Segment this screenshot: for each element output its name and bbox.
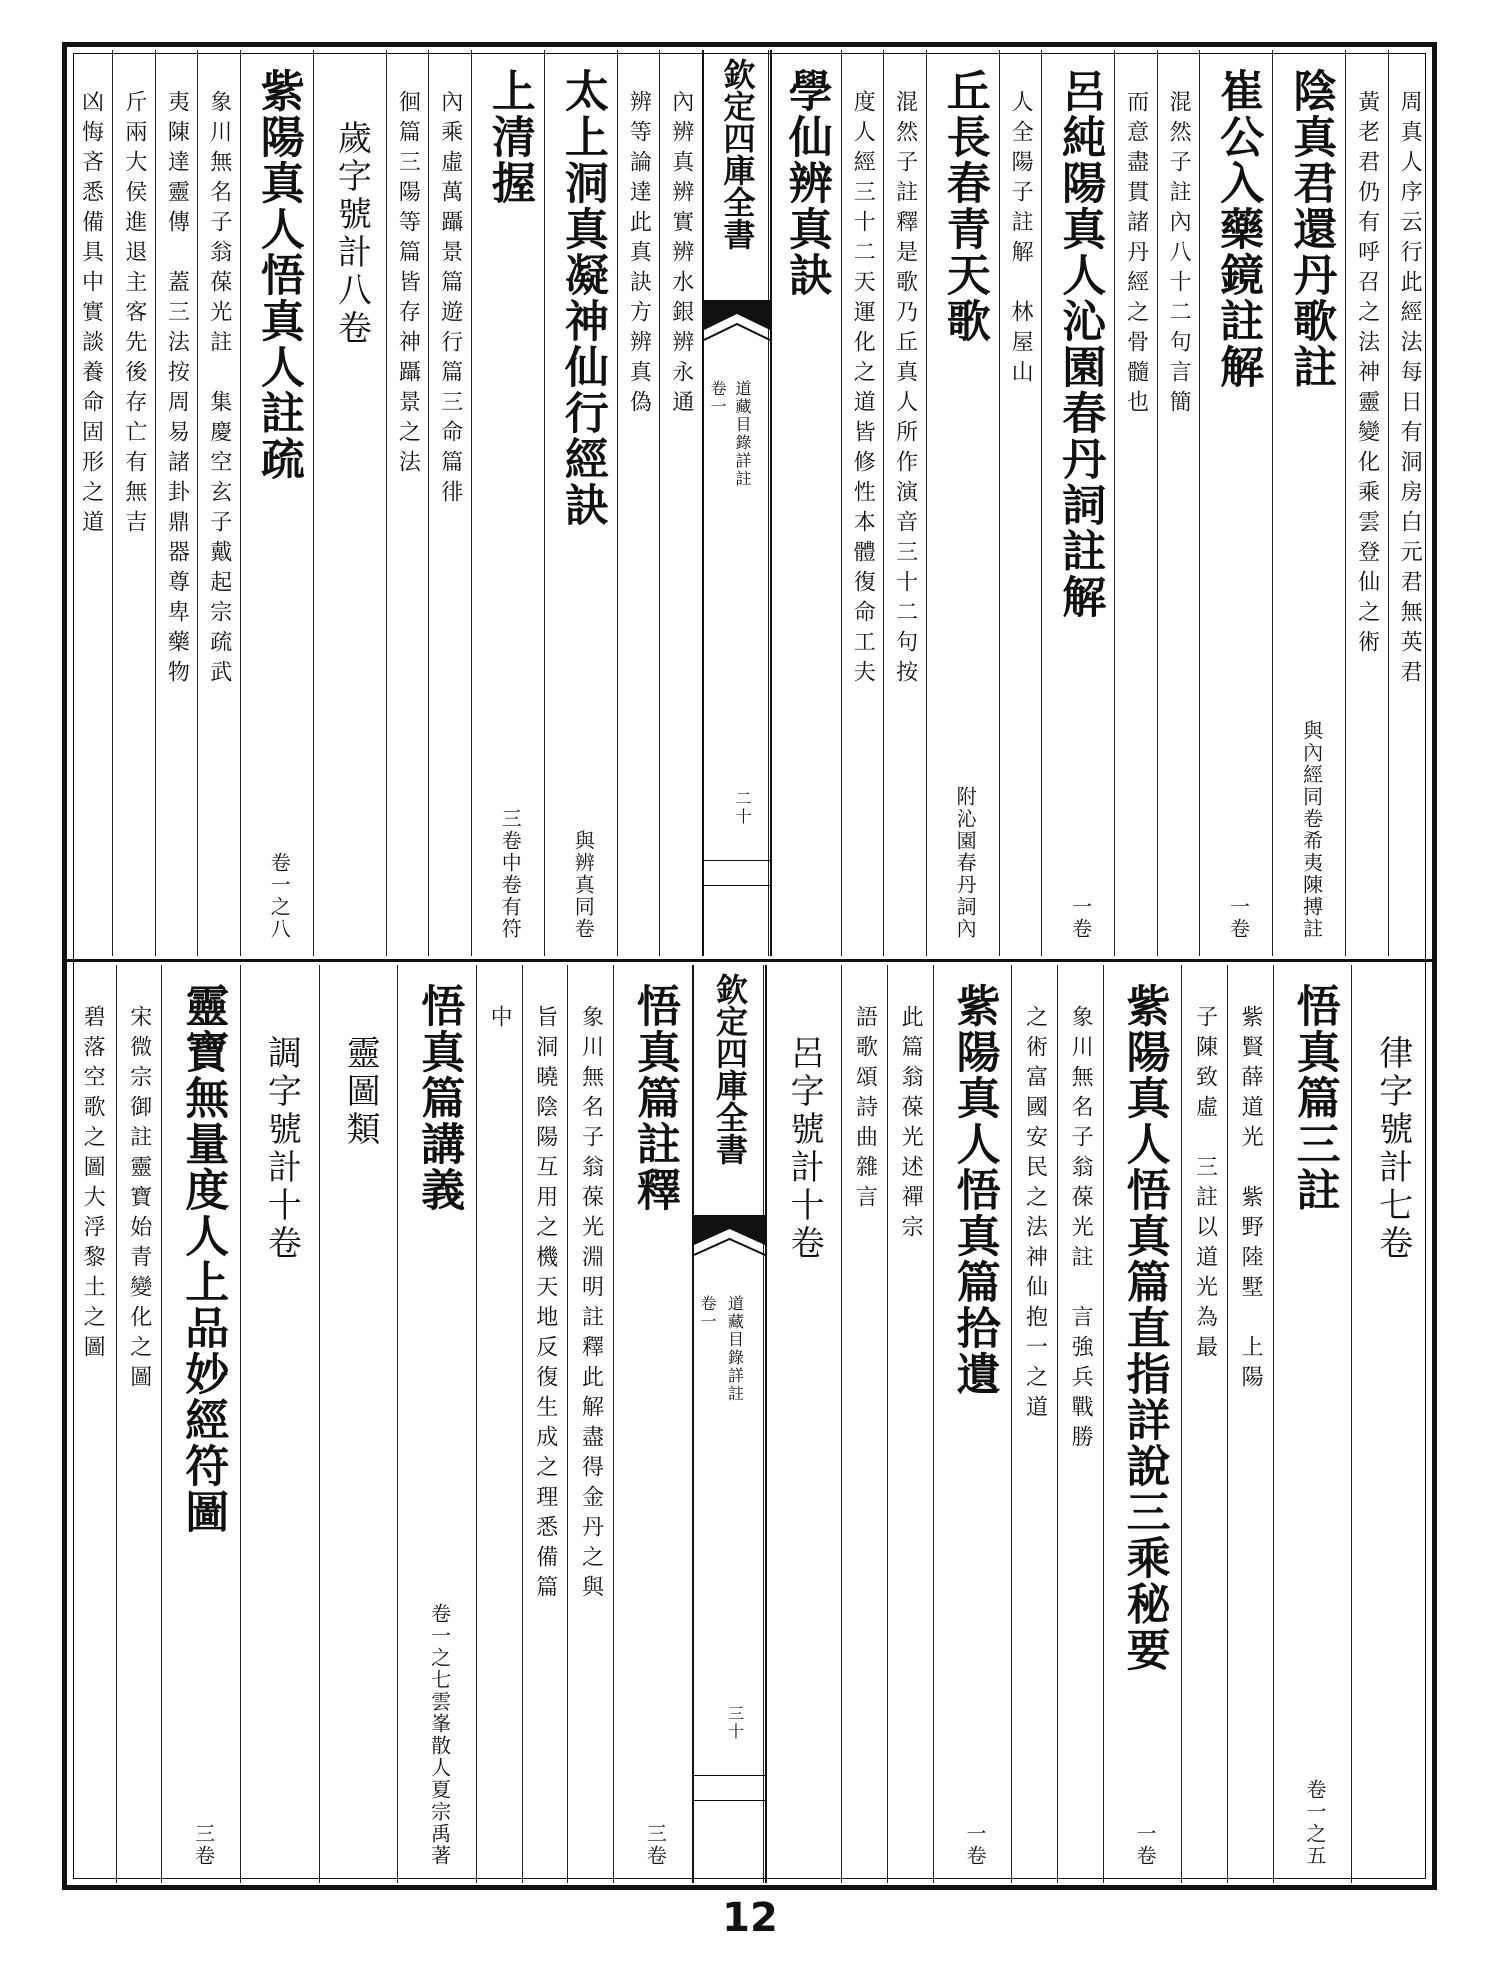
annotation-text: 辨等論達此真訣方辨真偽: [626, 90, 652, 420]
text-column: [613, 965, 692, 1883]
page-number: 12: [722, 1895, 778, 1941]
text-column: [933, 965, 1012, 1883]
volume-note: 一卷: [1133, 1823, 1157, 1867]
text-column: [240, 965, 319, 1883]
entry-title: 靈圖類: [340, 1035, 381, 1149]
leaf-rule: [704, 885, 770, 886]
annotation-text: 徊篇三陽等篇皆存神躡景之法: [395, 90, 421, 480]
annotation-text: 紫賢薛道光 紫野陸墅 上陽: [1238, 1005, 1264, 1395]
text-column: [428, 50, 470, 956]
catalog-title: 道藏目錄詳註: [733, 380, 753, 488]
bottom-panel: [70, 965, 1430, 1883]
text-column: [1351, 965, 1430, 1883]
entry-title: 紫陽真人悟真篇拾遺: [948, 983, 1000, 1397]
text-column: [522, 965, 568, 1883]
center-banner: [702, 50, 772, 956]
text-column: [617, 50, 659, 956]
text-column: [197, 50, 239, 956]
annotation-text: 內乘虛萬躡景篇遊行篇三命篇徘: [437, 90, 463, 510]
text-column: [116, 965, 162, 1883]
text-column: [70, 965, 116, 1883]
text-column: [313, 50, 386, 956]
annotation-text: 凶悔吝悉備具中實談養命固形之道: [78, 90, 104, 540]
text-column: [1388, 50, 1430, 956]
annotation-text: 而意盡貫諸丹經之骨髓也: [1123, 90, 1149, 420]
annotation-text: 宋微宗御註靈寶始青變化之圖: [126, 1005, 152, 1395]
annotation-text: 混然子註內八十二句言簡: [1166, 90, 1192, 420]
fishtail-ornament: [704, 300, 770, 390]
leaf-rule: [704, 860, 770, 861]
catalog-title: 道藏目錄詳註: [725, 1295, 745, 1403]
volume-note: 一卷: [1226, 896, 1251, 940]
text-column: [476, 965, 522, 1883]
volume-label: 卷一: [698, 1295, 718, 1331]
entry-title: 上清握: [483, 68, 535, 206]
annotation-text: 旨洞曉陰陽互用之機天地反復生成之理悉備篇: [532, 1005, 558, 1605]
text-column: [1057, 965, 1103, 1883]
text-column: [544, 50, 617, 956]
entry-title: 紫陽真人悟真篇直指詳說三乘秘要: [1118, 983, 1170, 1673]
annotation-text: 象川無名子翁葆光註 言強兵戰勝: [1068, 1005, 1094, 1455]
annotation-text: 內辨真辨實辨水銀辨永通: [668, 90, 694, 420]
entry-title: 調字號計十卷: [261, 1035, 302, 1263]
book-title: 欽定四庫全書: [710, 973, 749, 1165]
annotation-text: 子陳致虛 三註以道光為最: [1192, 1005, 1218, 1365]
volume-note: 三卷: [643, 1823, 668, 1867]
text-column: [567, 965, 613, 1883]
text-column: [112, 50, 154, 956]
text-column: [1273, 965, 1352, 1883]
text-column: [1157, 50, 1199, 956]
volume-label: 卷一: [708, 380, 728, 416]
text-column: [763, 965, 842, 1883]
entry-title: 陰真君還丹歌註: [1285, 68, 1337, 390]
text-column: [659, 50, 701, 956]
text-column: [1041, 50, 1114, 956]
annotation-text: 象川無名子翁葆光淵明註釋此解盡得金丹之與: [578, 1005, 604, 1605]
annotation-text: 之術富國安民之法神仙抱一之道: [1022, 1005, 1048, 1425]
text-column: [887, 965, 933, 1883]
leaf-number: 三十: [725, 1705, 745, 1741]
annotation-text: 黃老君仍有呼召之法神靈變化乘雲登仙之術: [1354, 90, 1380, 660]
volume-note: 一卷: [1068, 896, 1093, 940]
annotation-text: 中: [487, 1005, 513, 1035]
panel-divider: [62, 959, 1437, 962]
entry-title: 呂純陽真人沁園春丹詞註解: [1054, 68, 1106, 620]
text-column: [1103, 965, 1182, 1883]
text-column: [841, 50, 883, 956]
volume-note: 卷一之八: [267, 852, 292, 940]
entry-title: 悟真篇講義: [413, 983, 465, 1213]
text-column: [1114, 50, 1156, 956]
book-title: 欽定四庫全書: [718, 58, 757, 250]
entry-title: 律字號計七卷: [1372, 1035, 1413, 1263]
volume-note: 附沁園春丹詞內: [953, 786, 978, 940]
text-column: [240, 50, 313, 956]
text-column: [768, 50, 841, 956]
text-column: [841, 965, 887, 1883]
annotation-text: 夷陳達靈傳 蓋三法按周易諸卦鼎器尊卑藥物: [164, 90, 190, 690]
entry-title: 靈寶無量度人上品妙經符圖: [177, 983, 229, 1535]
volume-note: 一卷: [963, 1823, 987, 1867]
text-column: [70, 50, 112, 956]
entry-title: 學仙辨真訣: [780, 68, 832, 298]
text-column: [397, 965, 476, 1883]
entry-title: 太上洞真凝神仙行經訣: [556, 68, 608, 528]
fishtail-ornament: [694, 1215, 765, 1305]
entry-title: 呂字號計十卷: [784, 1035, 825, 1263]
annotation-text: 人全陽子註解 林屋山: [1008, 90, 1034, 390]
text-column: [471, 50, 544, 956]
text-column: [883, 50, 925, 956]
text-column: [1011, 965, 1057, 1883]
leaf-number: 二十: [733, 790, 753, 826]
volume-note: 三卷: [191, 1823, 216, 1867]
volume-note: 與辨真同卷: [571, 830, 596, 940]
entry-title: 崔公入藥鏡註解: [1212, 68, 1264, 390]
annotation-text: 混然子註釋是歌乃丘真人所作演音三十二句按: [892, 90, 918, 690]
volume-note: 卷一之五: [1303, 1779, 1327, 1867]
annotation-text: 碧落空歌之圖大浮黎土之圖: [80, 1005, 106, 1365]
leaf-rule: [694, 1775, 765, 1776]
text-column: [999, 50, 1041, 956]
volume-note: 與內經同卷希夷陳搏註: [1299, 720, 1324, 940]
volume-note: 卷一之七雲峯散人夏宗禹著: [427, 1603, 452, 1867]
entry-title: 悟真篇三註: [1288, 983, 1340, 1213]
text-column: [161, 965, 240, 1883]
text-column: [1272, 50, 1345, 956]
annotation-text: 語歌頌詩曲雜言: [852, 1005, 878, 1215]
text-column: [319, 965, 398, 1883]
annotation-text: 此篇翁葆光述禪宗: [898, 1005, 924, 1245]
top-panel: [70, 50, 1430, 956]
text-column: [155, 50, 197, 956]
annotation-text: 度人經三十二天運化之道皆修性本體復命工夫: [850, 90, 876, 690]
text-column: [1199, 50, 1272, 956]
text-column: [926, 50, 999, 956]
annotation-text: 周真人序云行此經法每日有洞房白元君無英君: [1397, 90, 1423, 690]
volume-note: 三卷中卷有符: [498, 808, 523, 940]
text-column: [1181, 965, 1227, 1883]
entry-title: 丘長春青天歌: [938, 68, 990, 344]
entry-title: 紫陽真人悟真人註疏: [252, 68, 304, 482]
center-banner: [692, 965, 767, 1883]
leaf-rule: [694, 1800, 765, 1801]
entry-title: 歲字號計八卷: [331, 120, 372, 348]
text-column: [1345, 50, 1387, 956]
entry-title: 悟真篇註釋: [628, 983, 680, 1213]
text-column: [1227, 965, 1273, 1883]
annotation-text: 象川無名子翁葆光註 集慶空玄子戴起宗疏武: [206, 90, 232, 690]
text-column: [386, 50, 428, 956]
annotation-text: 斤兩大侯進退主客先後存亡有無吉: [121, 90, 147, 540]
